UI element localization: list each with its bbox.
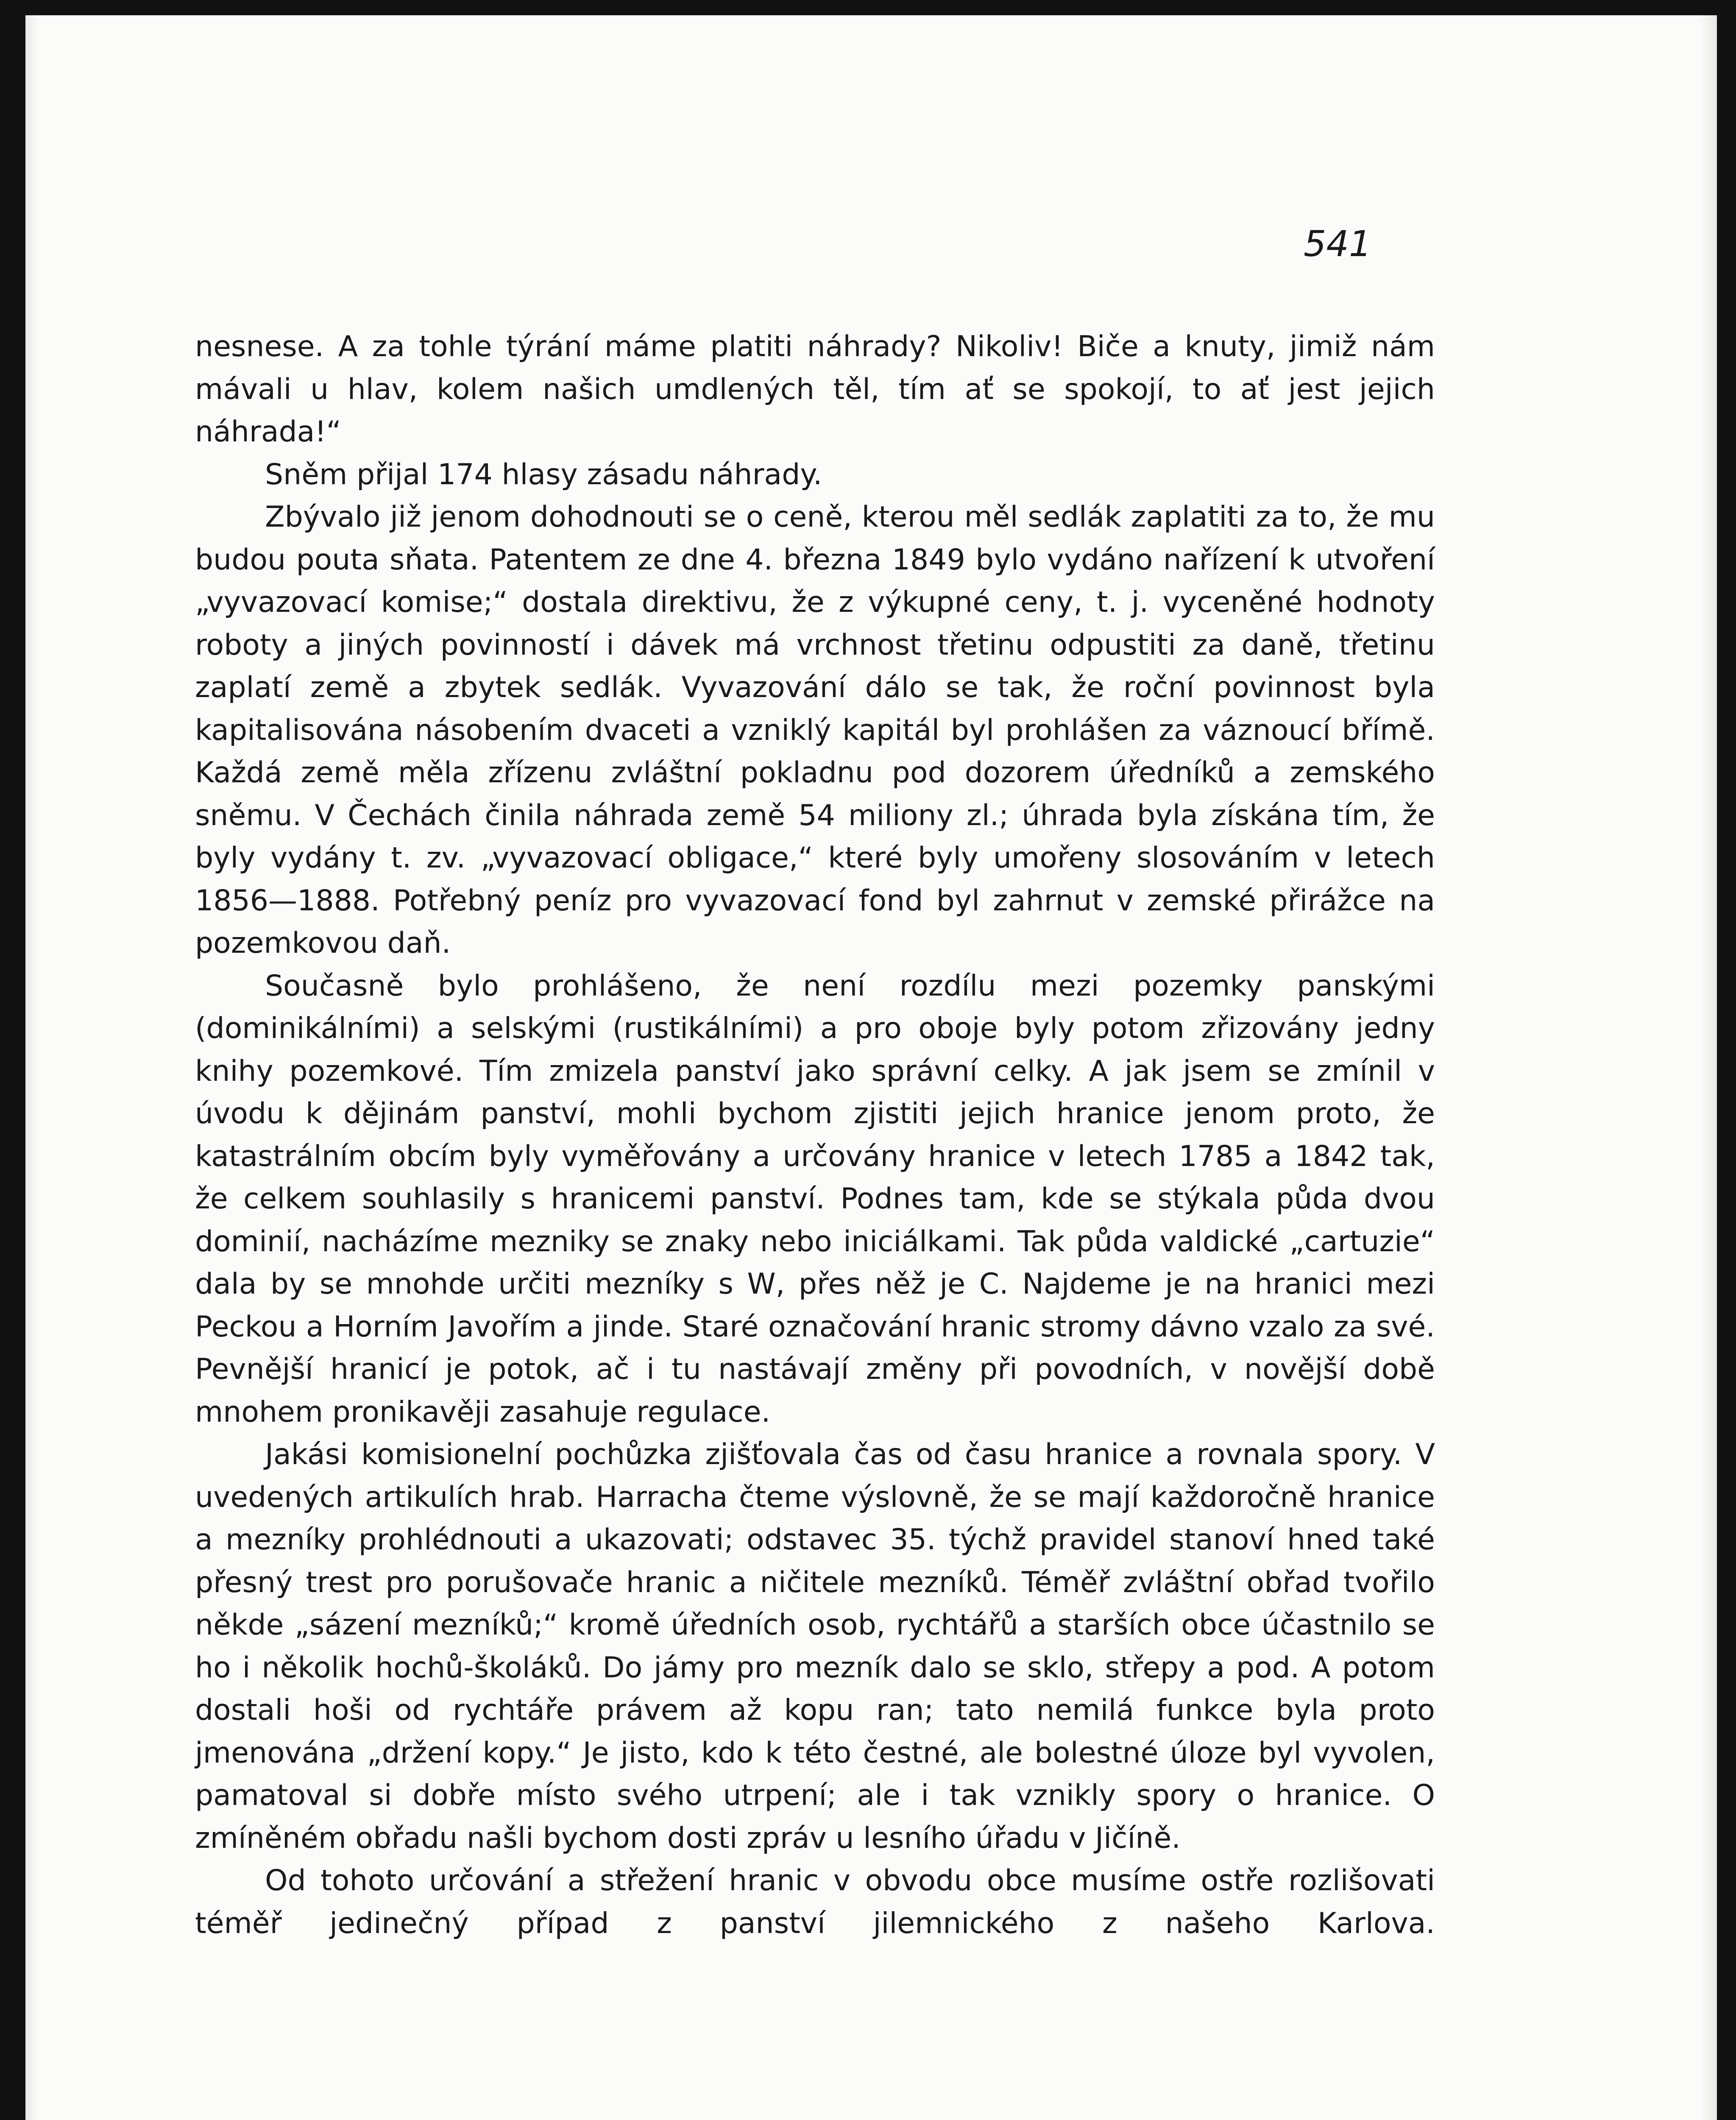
paragraph-1: nesnese. A za tohle týrání máme platiti náhrady? Nikoliv! Biče a knuty, jimiž nám mávali u hlav, kolem našich umdlených těl, tím ať se spokojí, to ať jest jejich náhrada!“ <box>195 330 1435 449</box>
book-page <box>25 15 1717 2120</box>
text-body <box>195 326 1435 1945</box>
paragraph-6: Od tohoto určování a střežení hranic v obvodu obce musíme ostře rozlišovati téměř jedinečný případ z panství jilemnického z našeho Karlova. <box>195 1864 1435 1940</box>
page-number: 541 <box>1304 223 1372 265</box>
paragraph-3: Zbývalo již jenom dohodnouti se o ceně, kterou měl sedlák zaplatiti za to, že mu budou pouta sňata. Patentem ze dne 4. března 1849 bylo vydáno nařízení k utvoření „vyvazovací komise;“ dostala direktivu, že z výkupné ceny, t. j. vyceněné hodnoty roboty a jiných povinností i dávek má vrchnost třetinu odpustiti za daně, třetinu zaplatí země a zbytek sedlák. Vyvazování dálo se tak, že roční povinnost byla kapitalisována násobením dvaceti a vzniklý kapitál byl prohlášen za váznoucí břímě. Každá země měla zřízenu zvláštní pokladnu pod dozorem úředníků a zemského sněmu. V Čechách činila náhrada země 54 miliony zl.; úhrada byla získána tím, že byly vydány t. zv. „vyvazovací obligace,“ které byly umořeny slosováním v letech 1856—1888. Potřebný peníz pro vyvazovací fond byl zahrnut v zemské přirážce na pozemkovou daň. <box>195 500 1435 960</box>
paragraph-4: Současně bylo prohlášeno, že není rozdílu mezi pozemky panskými (dominikálními) a selskými (rustikálními) a pro oboje byly potom zřizovány jedny knihy pozemkové. Tím zmizela panství jako správní celky. A jak jsem se zmínil v úvodu k dějinám panství, mohli bychom zjistiti jejich hranice jenom proto, že katastrálním obcím byly vyměřovány a určovány hranice v letech 1785 a 1842 tak, že celkem souhlasily s hranicemi panství. Podnes tam, kde se stýkala půda dvou dominií, nacházíme mezniky se znaky nebo iniciálkami. Tak půda valdické „cartuzie“ dala by se mnohde určiti mezníky s W, přes něž je C. Najdeme je na hranici mezi Peckou a Horním Javořím a jinde. Staré označování hranic stromy dávno vzalo za své. Pevnější hranicí je potok, ač i tu nastávají změny při povodních, v novější době mnohem pronikavěji zasahuje regulace. <box>195 969 1435 1429</box>
paragraph-5: Jakási komisionelní pochůzka zjišťovala čas od času hranice a rovnala spory. V uvedených artikulích hrab. Harracha čteme výslovně, že se mají každoročně hranice a mezníky prohlédnouti a ukazovati; odstavec 35. týchž pravidel stanoví hned také přesný trest pro porušovače hranic a ničitele mezníků. Téměř zvláštní obřad tvořilo někde „sázení mezníků;“ kromě úředních osob, rychtářů a starších obce účastnilo se ho i několik hochů-školáků. Do jámy pro mezník dalo se sklo, střepy a pod. A potom dostali hoši od rychtáře právem až kopu ran; tato nemilá funkce byla proto jmenována „držení kopy.“ Je jisto, kdo k této čestné, ale bolestné úloze byl vyvolen, pamatoval si dobře místo svého utrpení; ale i tak vznikly spory o hranice. O zmíněném obřadu našli bychom dosti zpráv u lesního úřadu v Jičíně. <box>195 1438 1435 1855</box>
paragraph-2: Sněm přijal 174 hlasy zásadu náhrady. <box>265 457 822 491</box>
